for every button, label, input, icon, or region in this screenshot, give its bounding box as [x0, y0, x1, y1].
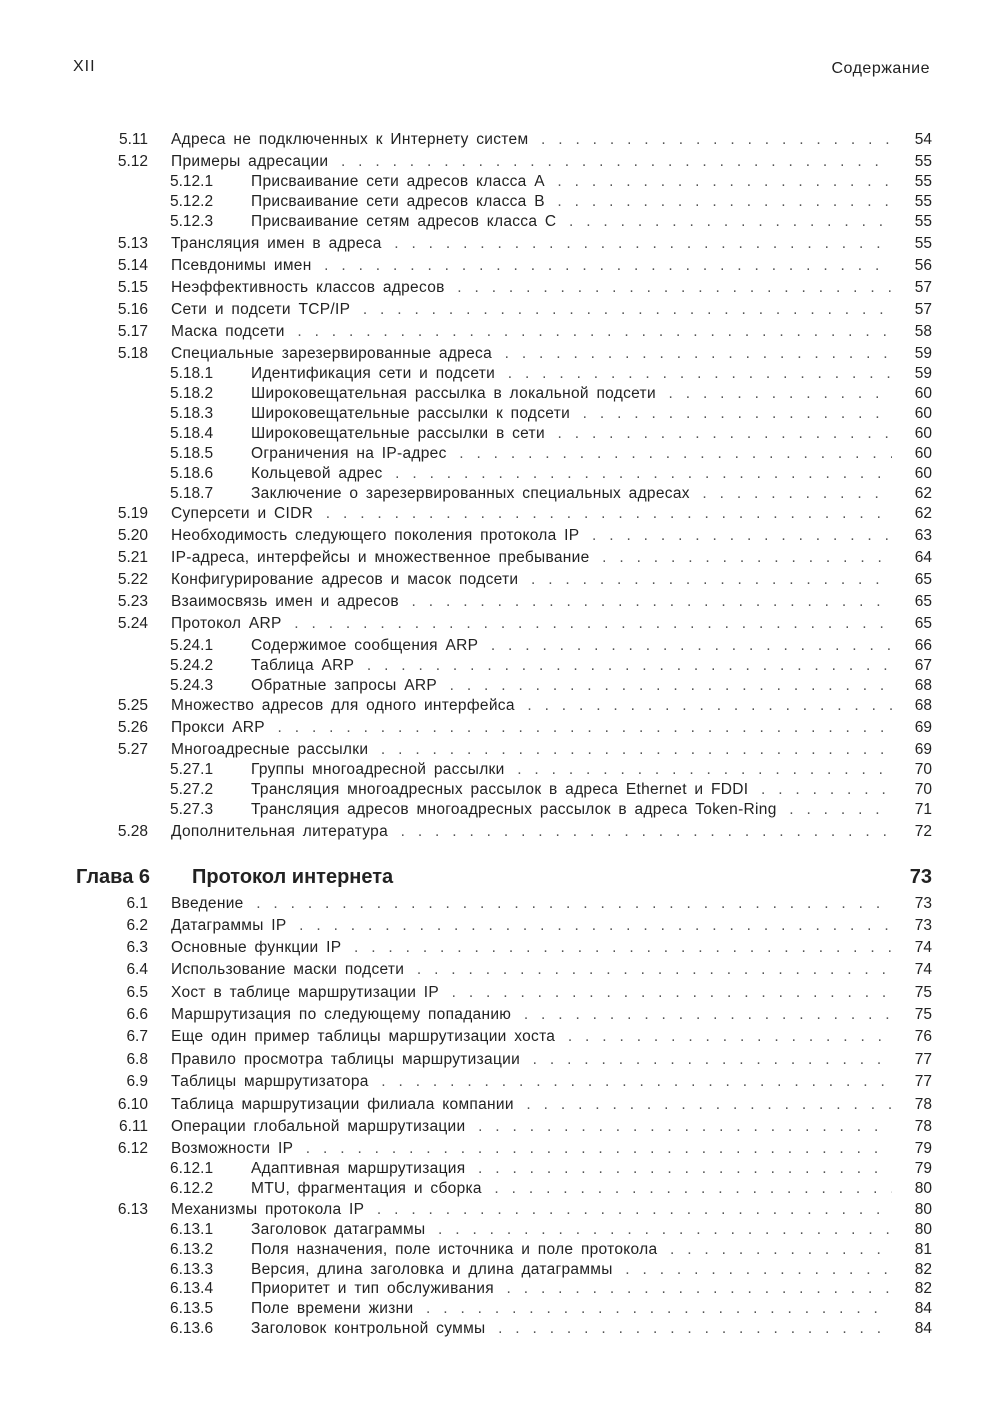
toc-entry[interactable]	[70, 1279, 932, 1299]
toc-entry-title: Примеры адресации . . .	[171, 152, 892, 172]
toc-entry[interactable]	[70, 300, 932, 320]
toc-entry[interactable]	[70, 526, 932, 546]
toc-entry-page: 55	[914, 153, 932, 170]
toc-entry-number: 5.17	[117, 323, 148, 340]
toc-entry-title: Возможности IP . . .	[171, 1139, 892, 1159]
toc-entry[interactable]	[70, 364, 932, 384]
toc-entry-title: Заголовок датаграммы . . .	[251, 1220, 892, 1240]
toc-entry-title: IP-адреса, интерфейсы и множественное пребывание . . .	[171, 548, 892, 568]
toc-entry[interactable]	[70, 504, 932, 524]
toc-entry-number: 5.15	[117, 279, 148, 296]
toc-entry-title: Таблица ARP . . .	[251, 656, 892, 676]
toc-entry-page: 75	[914, 984, 932, 1001]
toc-entry-page: 68	[914, 697, 932, 714]
toc-entry-page: 73	[914, 895, 932, 912]
toc-entry-number: 6.12.1	[170, 1160, 214, 1177]
toc-entry-page: 63	[914, 527, 932, 544]
toc-entry-number: 5.18	[117, 345, 148, 362]
toc-entry[interactable]	[70, 636, 932, 656]
toc-entry-page: 77	[914, 1073, 932, 1090]
toc-entry[interactable]	[70, 444, 932, 464]
toc-entry[interactable]	[70, 322, 932, 342]
toc-entry-title: Датаграммы IP . . .	[171, 916, 892, 936]
toc-entry-page: 84	[914, 1300, 932, 1317]
toc-entry-page: 69	[914, 741, 932, 758]
toc-entry-title: MTU, фрагментация и сборка . . .	[251, 1179, 892, 1199]
toc-entry-page: 80	[914, 1221, 932, 1238]
toc-entry-title: Введение . . .	[171, 894, 892, 914]
toc-entry-number: 5.27.3	[170, 801, 214, 818]
toc-entry-title: Приоритет и тип обслуживания . . .	[251, 1279, 892, 1299]
toc-entry-page: 59	[914, 365, 932, 382]
toc-entry-title: Поле времени жизни . . .	[251, 1299, 892, 1319]
toc-entry-title: Трансляция многоадресных рассылок в адреса Ethernet и FDDI . . .	[251, 780, 892, 800]
toc-entry[interactable]	[70, 424, 932, 444]
toc-entry[interactable]	[70, 1240, 932, 1260]
toc-entry-page: 55	[914, 173, 932, 190]
toc-entry[interactable]	[70, 740, 932, 760]
toc-entry-page: 73	[914, 917, 932, 934]
toc-entry[interactable]	[70, 130, 932, 150]
toc-entry-title: Кольцевой адрес . . .	[251, 464, 892, 484]
toc-entry[interactable]	[70, 256, 932, 276]
toc-entry-number: 6.11	[118, 1118, 148, 1135]
toc-entry-title: Основные функции IP . . .	[171, 938, 892, 958]
toc-entry-title: Правило просмотра таблицы маршрутизации . . .	[171, 1050, 892, 1070]
toc-entry-page: 70	[914, 781, 932, 798]
toc-entry-number: 5.14	[117, 257, 148, 274]
toc-entry-title: Обратные запросы ARP . . .	[251, 676, 892, 696]
toc-entry[interactable]	[70, 983, 932, 1003]
toc-entry-number: 5.16	[117, 301, 148, 318]
toc-entry-number: 5.24.1	[170, 637, 214, 654]
toc-entry[interactable]	[70, 404, 932, 424]
page-number-roman: XII	[73, 58, 96, 75]
toc-entry-number: 6.13.1	[170, 1221, 214, 1238]
toc-entry-page: 60	[914, 465, 932, 482]
toc-entry-page: 74	[914, 961, 932, 978]
toc-entry[interactable]	[70, 548, 932, 568]
toc-entry-page: 60	[914, 405, 932, 422]
toc-entry-number: 5.21	[117, 549, 148, 566]
toc-entry[interactable]	[70, 1260, 932, 1280]
toc-entry-number: 5.24	[117, 615, 148, 632]
toc-entry[interactable]	[70, 760, 932, 780]
toc-entry-title: Группы многоадресной рассылки . . .	[251, 760, 892, 780]
toc-entry-number: 5.12.2	[170, 193, 214, 210]
toc-entry-page: 69	[914, 719, 932, 736]
toc-entry-title: Идентификация сети и подсети . . .	[251, 364, 892, 384]
toc-entry[interactable]	[70, 1095, 932, 1115]
toc-entry-title: Таблицы маршрутизатора . . .	[171, 1072, 892, 1092]
toc-entry[interactable]	[70, 484, 932, 504]
toc-entry-page: 65	[914, 593, 932, 610]
toc-entry-title: Ограничения на IP-адрес . . .	[251, 444, 892, 464]
toc-entry-number: 5.22	[117, 571, 148, 588]
toc-entry-title: Еще один пример таблицы маршрутизации хоста . . .	[171, 1027, 892, 1047]
toc-entry[interactable]	[70, 1200, 932, 1220]
toc-entry-page: 62	[914, 485, 932, 502]
toc-entry-title: Заголовок контрольной суммы . . .	[251, 1319, 892, 1339]
toc-entry-page: 76	[914, 1028, 932, 1045]
toc-entry-title: Широковещательные рассылки в сети . . .	[251, 424, 892, 444]
toc-entry-title: Хост в таблице маршрутизации IP . . .	[171, 983, 892, 1003]
toc-entry-number: 5.25	[117, 697, 148, 714]
running-header: Содержание	[831, 60, 930, 77]
toc-entry-number: 5.23	[117, 593, 148, 610]
toc-entry-number: 5.18.2	[170, 385, 214, 402]
toc-entry[interactable]	[70, 960, 932, 980]
toc-entry[interactable]	[70, 1139, 932, 1159]
toc-entry-page: 70	[914, 761, 932, 778]
toc-entry-page: 78	[914, 1118, 932, 1135]
toc-entry-number: 5.13	[117, 235, 148, 252]
toc-entry-page: 80	[914, 1201, 932, 1218]
toc-entry-page: 65	[914, 571, 932, 588]
toc-entry-number: 6.6	[126, 1006, 148, 1023]
chapter-page: 73	[909, 866, 932, 888]
toc-entry-page: 67	[914, 657, 932, 674]
toc-entry-title: Сети и подсети TCP/IP . . .	[171, 300, 892, 320]
toc-entry-page: 82	[914, 1261, 932, 1278]
toc-entry-title: Заключение о зарезервированных специальных адресах . . .	[251, 484, 892, 504]
toc-entry-page: 79	[914, 1140, 932, 1157]
toc-entry[interactable]	[70, 718, 932, 738]
toc-entry-number: 6.7	[126, 1028, 148, 1045]
toc-entry[interactable]	[70, 234, 932, 254]
toc-entry-number: 6.13.3	[170, 1261, 214, 1278]
toc-entry-number: 6.1	[126, 895, 148, 912]
toc-entry-title: Присваивание сетям адресов класса С . . .	[251, 212, 892, 232]
toc-entry[interactable]	[70, 780, 932, 800]
toc-entry-page: 60	[914, 445, 932, 462]
toc-entry[interactable]	[70, 1319, 932, 1339]
toc-entry[interactable]	[70, 1179, 932, 1199]
toc-entry[interactable]	[70, 1027, 932, 1047]
toc-entry-number: 5.20	[117, 527, 148, 544]
toc-entry-title: Механизмы протокола IP . . .	[171, 1200, 892, 1220]
toc-entry[interactable]	[70, 1005, 932, 1025]
toc-entry[interactable]	[70, 278, 932, 298]
toc-entry-number: 5.27.1	[170, 761, 214, 778]
toc-entry[interactable]	[70, 152, 932, 172]
toc-entry-title: Адаптивная маршрутизация . . .	[251, 1159, 892, 1179]
toc-entry[interactable]	[70, 1299, 932, 1319]
toc-entry[interactable]	[70, 800, 932, 820]
toc-entry[interactable]	[70, 570, 932, 590]
toc-entry-title: Дополнительная литература . . .	[171, 822, 892, 842]
toc-entry[interactable]	[70, 656, 932, 676]
toc-entry[interactable]	[70, 384, 932, 404]
toc-entry[interactable]	[70, 212, 932, 232]
toc-entry-page: 55	[914, 213, 932, 230]
toc-entry-page: 56	[914, 257, 932, 274]
table-of-contents	[70, 0, 932, 1404]
toc-entry-number: 5.18.5	[170, 445, 214, 462]
toc-entry-page: 57	[914, 301, 932, 318]
toc-entry-page: 57	[914, 279, 932, 296]
toc-entry-page: 71	[914, 801, 932, 818]
chapter-label: Глава 6	[76, 866, 151, 888]
toc-entry-page: 81	[914, 1241, 932, 1258]
chapter-heading	[70, 864, 932, 890]
toc-entry-page: 80	[914, 1180, 932, 1197]
toc-entry-page: 78	[914, 1096, 932, 1113]
toc-entry-page: 60	[914, 425, 932, 442]
toc-entry-title: Взаимосвязь имен и адресов . . .	[171, 592, 892, 612]
toc-entry-number: 6.10	[117, 1096, 148, 1113]
toc-entry-title: Псевдонимы имен . . .	[171, 256, 892, 276]
toc-entry-number: 6.13.2	[170, 1241, 214, 1258]
toc-entry-number: 5.12.3	[170, 213, 214, 230]
toc-entry-number: 5.18.7	[170, 485, 214, 502]
toc-entry-title: Множество адресов для одного интерфейса . . .	[171, 696, 892, 716]
toc-entry-title: Операции глобальной маршрутизации . . .	[171, 1117, 892, 1137]
toc-entry-number: 6.4	[126, 961, 148, 978]
toc-entry-number: 5.28	[117, 823, 148, 840]
toc-entry-page: 77	[914, 1051, 932, 1068]
toc-entry-title: Прокси ARP . . .	[171, 718, 892, 738]
toc-entry[interactable]	[70, 1159, 932, 1179]
toc-entry-title: Конфигурирование адресов и масок подсети . . .	[171, 570, 892, 590]
toc-entry-title: Необходимость следующего поколения протокола IP . . .	[171, 526, 892, 546]
toc-entry-number: 6.13.6	[170, 1320, 214, 1337]
toc-entry-title: Присваивание сети адресов класса В . . .	[251, 192, 892, 212]
toc-entry-number: 6.2	[126, 917, 148, 934]
toc-entry[interactable]	[70, 1220, 932, 1240]
toc-entry-number: 6.9	[126, 1073, 148, 1090]
toc-entry-page: 64	[914, 549, 932, 566]
toc-entry-title: Адреса не подключенных к Интернету систем . . .	[171, 130, 892, 150]
toc-entry-number: 6.12.2	[170, 1180, 214, 1197]
toc-entry[interactable]	[70, 938, 932, 958]
toc-entry-number: 6.12	[117, 1140, 148, 1157]
toc-entry[interactable]	[70, 894, 932, 914]
toc-entry-page: 82	[914, 1280, 932, 1297]
toc-entry[interactable]	[70, 344, 932, 364]
toc-entry-page: 79	[914, 1160, 932, 1177]
toc-entry[interactable]	[70, 1117, 932, 1137]
toc-entry-title: Трансляция имен в адреса . . .	[171, 234, 892, 254]
toc-entry[interactable]	[70, 192, 932, 212]
toc-entry-page: 59	[914, 345, 932, 362]
toc-entry-number: 6.13.5	[170, 1300, 214, 1317]
toc-entry-page: 75	[914, 1006, 932, 1023]
toc-entry-number: 5.18.4	[170, 425, 214, 442]
toc-entry-number: 6.5	[126, 984, 148, 1001]
toc-entry-number: 5.24.2	[170, 657, 214, 674]
toc-entry[interactable]	[70, 676, 932, 696]
toc-entry[interactable]	[70, 696, 932, 716]
toc-entry-number: 5.18.3	[170, 405, 214, 422]
toc-entry-number: 5.19	[117, 505, 148, 522]
toc-entry-title: Суперсети и CIDR . . .	[171, 504, 892, 524]
toc-entry-page: 55	[914, 235, 932, 252]
toc-entry[interactable]	[70, 916, 932, 936]
toc-entry[interactable]	[70, 464, 932, 484]
toc-entry-title: Широковещательная рассылка в локальной подсети . . .	[251, 384, 892, 404]
toc-entry[interactable]	[70, 1050, 932, 1070]
toc-entry-title: Поля назначения, поле источника и поле протокола . . .	[251, 1240, 892, 1260]
toc-entry-title: Маска подсети . . .	[171, 322, 892, 342]
toc-entry-title: Маршрутизация по следующему попаданию . . .	[171, 1005, 892, 1025]
toc-entry-number: 5.12.1	[170, 173, 214, 190]
toc-entry-title: Трансляция адресов многоадресных рассылок в адреса Token-Ring . . .	[251, 800, 892, 820]
toc-entry-number: 6.13.4	[170, 1280, 214, 1297]
toc-entry-title: Широковещательные рассылки к подсети . . .	[251, 404, 892, 424]
toc-entry-page: 74	[914, 939, 932, 956]
toc-entry-number: 5.24.3	[170, 677, 214, 694]
toc-entry-page: 60	[914, 385, 932, 402]
toc-entry-page: 55	[914, 193, 932, 210]
toc-entry-page: 58	[914, 323, 932, 340]
chapter-title: Протокол интернета	[192, 866, 394, 888]
toc-entry-title: Содержимое сообщения ARP . . .	[251, 636, 892, 656]
toc-entry-title: Неэффективность классов адресов . . .	[171, 278, 892, 298]
toc-entry-title: Использование маски подсети . . .	[171, 960, 892, 980]
toc-entry-number: 5.27	[117, 741, 148, 758]
toc-entry-title: Присваивание сети адресов класса А . . .	[251, 172, 892, 192]
toc-entry-page: 54	[914, 131, 932, 148]
toc-entry-title: Таблица маршрутизации филиала компании . . .	[171, 1095, 892, 1115]
toc-entry-title: Версия, длина заголовка и длина датаграммы . . .	[251, 1260, 892, 1280]
toc-entry-page: 62	[914, 505, 932, 522]
toc-entry-page: 84	[914, 1320, 932, 1337]
toc-entry-page: 72	[914, 823, 932, 840]
toc-entry-number: 5.18.6	[170, 465, 214, 482]
toc-entry-number: 5.12	[117, 153, 148, 170]
toc-entry-number: 5.18.1	[170, 365, 214, 382]
toc-entry-page: 65	[914, 615, 932, 632]
toc-entry[interactable]	[70, 614, 932, 634]
toc-entry-number: 5.11	[118, 131, 148, 148]
toc-entry-title: Специальные зарезервированные адреса . . .	[171, 344, 892, 364]
toc-entry-page: 68	[914, 677, 932, 694]
toc-entry[interactable]	[70, 822, 932, 842]
toc-entry[interactable]	[70, 172, 932, 192]
toc-entry-page: 66	[914, 637, 932, 654]
toc-entry-number: 6.8	[126, 1051, 148, 1068]
toc-entry-number: 6.3	[126, 939, 148, 956]
toc-entry-number: 5.26	[117, 719, 148, 736]
toc-entry-title: Многоадресные рассылки . . .	[171, 740, 892, 760]
toc-entry-number: 5.27.2	[170, 781, 214, 798]
toc-entry[interactable]	[70, 592, 932, 612]
toc-entry-title: Протокол ARP . . .	[171, 614, 892, 634]
toc-entry[interactable]	[70, 1072, 932, 1092]
toc-entry-number: 6.13	[117, 1201, 148, 1218]
